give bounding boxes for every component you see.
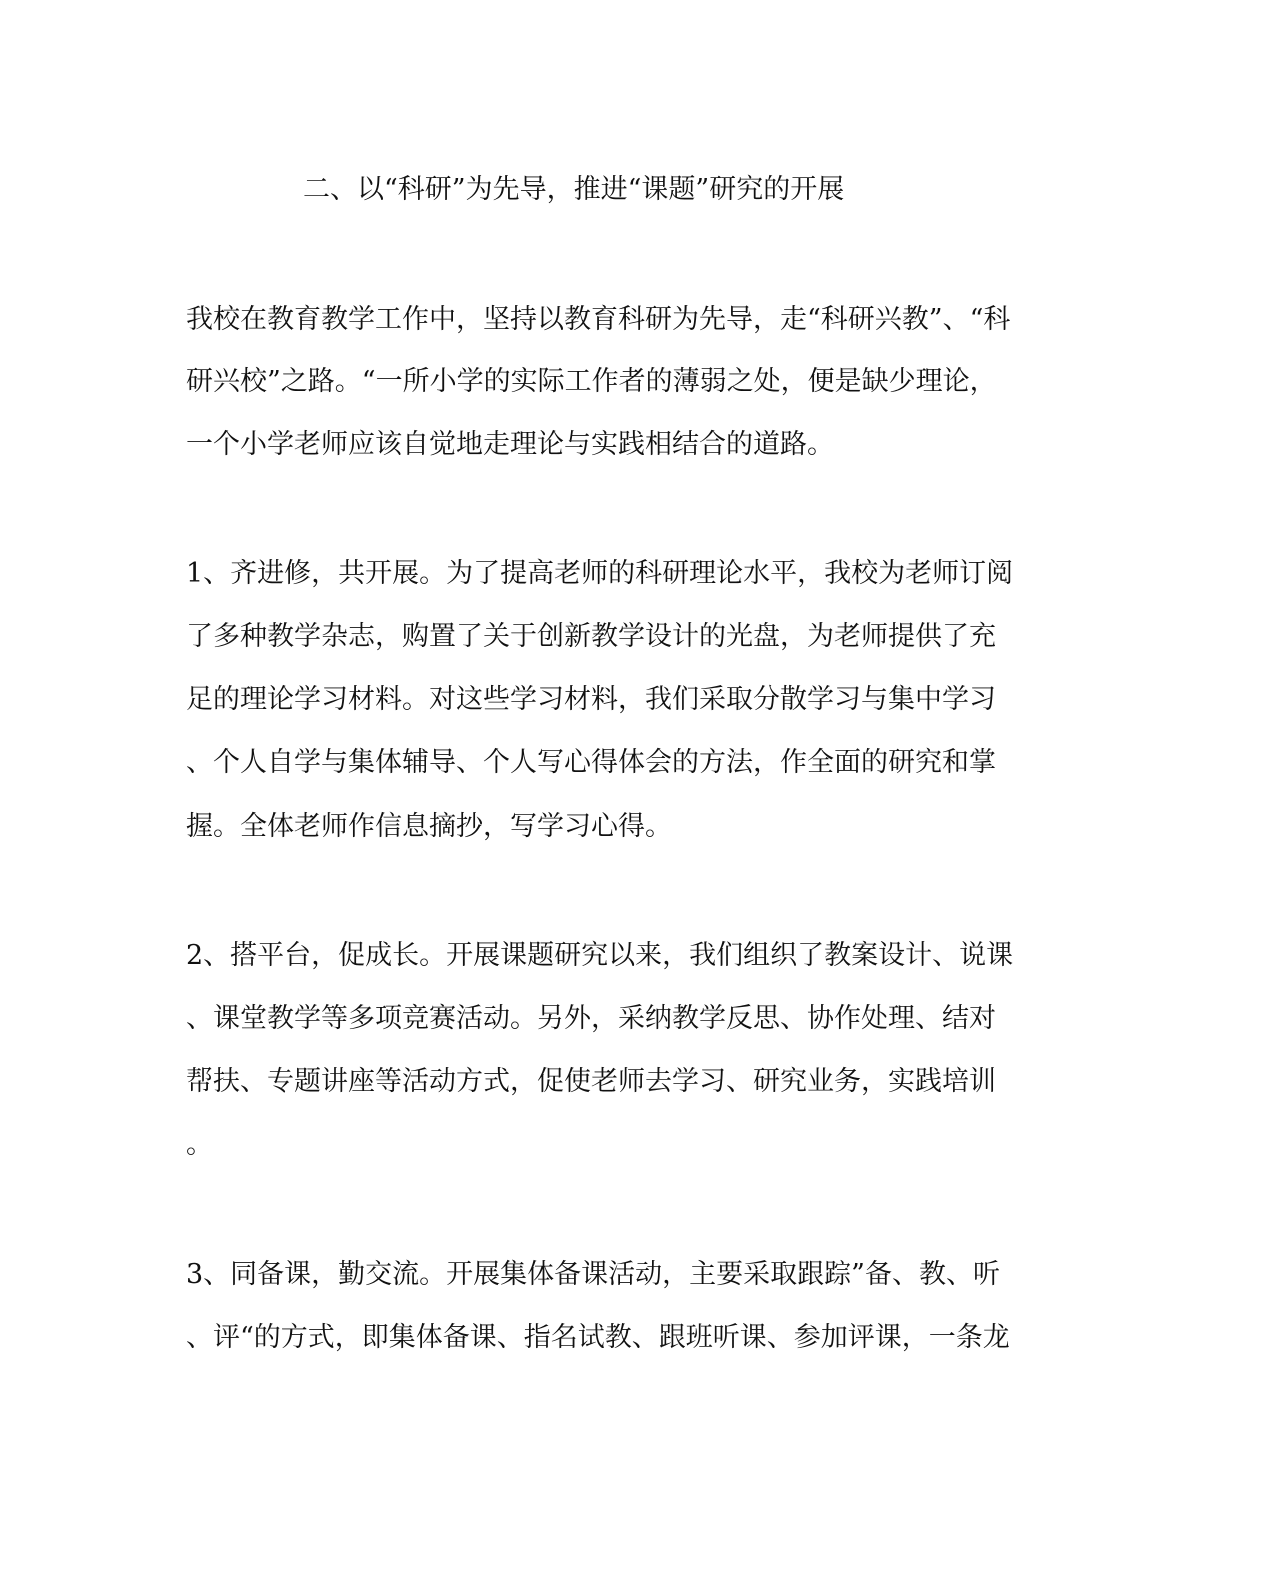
- paragraph-2-line-2: 了多种教学杂志，购置了关于创新教学设计的光盘，为老师提供了充: [186, 621, 996, 652]
- paragraph-2-line-1: 1、齐进修，共开展。为了提高老师的科研理论水平，我校为老师订阅: [186, 558, 1014, 589]
- paragraph-3-line-4: 。: [186, 1129, 213, 1160]
- paragraph-1-line-1: 我校在教育教学工作中，坚持以教育科研为先导，走“科研兴教”、“科: [186, 304, 1011, 335]
- paragraph-3-line-1: 2、搭平台，促成长。开展课题研究以来，我们组织了教案设计、说课: [186, 940, 1014, 971]
- section-heading: 二、以“科研”为先导，推进“课题”研究的开展: [303, 174, 845, 205]
- paragraph-3-line-2: 、课堂教学等多项竞赛活动。另外，采纳教学反思、协作处理、结对: [186, 1003, 996, 1034]
- paragraph-1-line-2: 研兴校”之路。“一所小学的实际工作者的薄弱之处，便是缺少理论，: [186, 366, 997, 397]
- paragraph-1-line-3: 一个小学老师应该自觉地走理论与实践相结合的道路。: [186, 429, 834, 460]
- paragraph-2-line-4: 、个人自学与集体辅导、个人写心得体会的方法，作全面的研究和掌: [186, 747, 996, 778]
- paragraph-4-line-2: 、评“的方式，即集体备课、指名试教、跟班听课、参加评课，一条龙: [186, 1322, 1010, 1353]
- paragraph-2-line-3: 足的理论学习材料。对这些学习材料，我们采取分散学习与集中学习: [186, 684, 996, 715]
- paragraph-3-line-3: 帮扶、专题讲座等活动方式，促使老师去学习、研究业务，实践培训: [186, 1066, 996, 1097]
- paragraph-4-line-1: 3、同备课，勤交流。开展集体备课活动，主要采取跟踪”备、教、听: [186, 1259, 1000, 1290]
- paragraph-2-line-5: 握。全体老师作信息摘抄，写学习心得。: [186, 811, 672, 842]
